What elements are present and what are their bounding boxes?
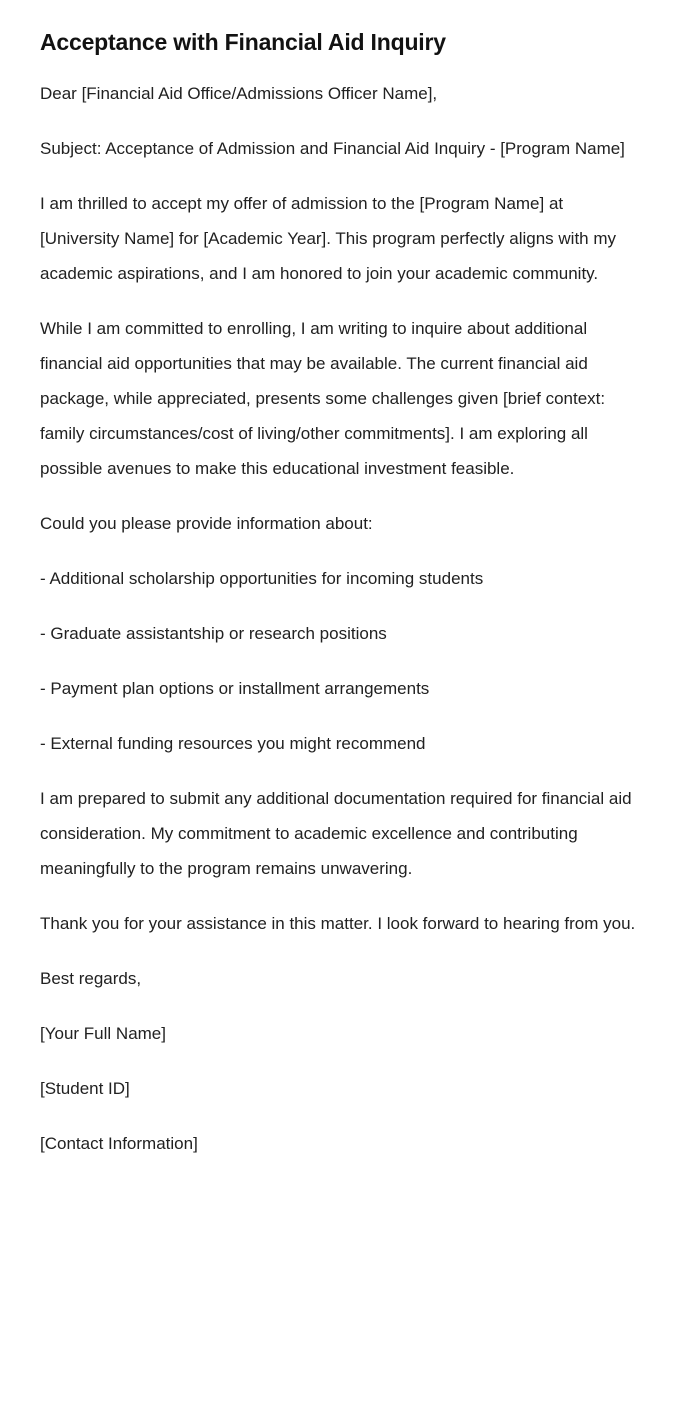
body-paragraph-1: I am thrilled to accept my offer of admission to the [Program Name] at [University Name] for [Academic Year]. This program perfectly aligns with my academic aspirations, and I am honored to join your academic community. [40, 193, 617, 283]
page-title: Acceptance with Financial Aid Inquiry [40, 29, 446, 55]
signature-student-id-line: [Student ID] [40, 1078, 130, 1098]
list-item: - External funding resources you might recommend [40, 733, 426, 753]
request-intro-paragraph: Could you please provide information about: [40, 513, 373, 533]
signature-contact-line: [Contact Information] [40, 1133, 198, 1153]
salutation-paragraph: Dear [Financial Aid Office/Admissions Officer Name], [40, 83, 438, 103]
signature-name-line: [Your Full Name] [40, 1023, 166, 1043]
subject-line-paragraph: Subject: Acceptance of Admission and Financial Aid Inquiry - [Program Name] [40, 138, 625, 158]
list-item: - Payment plan options or installment arrangements [40, 678, 430, 698]
closing-paragraph-1: I am prepared to submit any additional documentation required for financial aid consideration. My commitment to academic excellence and contributing meaningfully to the program remains unwavering. [40, 788, 632, 878]
body-paragraph-2: While I am committed to enrolling, I am writing to inquire about additional financial aid opportunities that may be available. The current financial aid package, while appreciated, presents some challenges given [brief context: family circumstances/cost of living/other commitments]. I am exploring all possible avenues to make this educational investment feasible. [40, 318, 606, 478]
list-item: - Additional scholarship opportunities for incoming students [40, 568, 484, 588]
request-list [40, 561, 660, 761]
signature-block [40, 961, 660, 1161]
list-item: - Graduate assistantship or research positions [40, 623, 387, 643]
sign-off-line: Best regards, [40, 968, 142, 988]
closing-paragraph-2: Thank you for your assistance in this matter. I look forward to hearing from you. [40, 913, 636, 933]
